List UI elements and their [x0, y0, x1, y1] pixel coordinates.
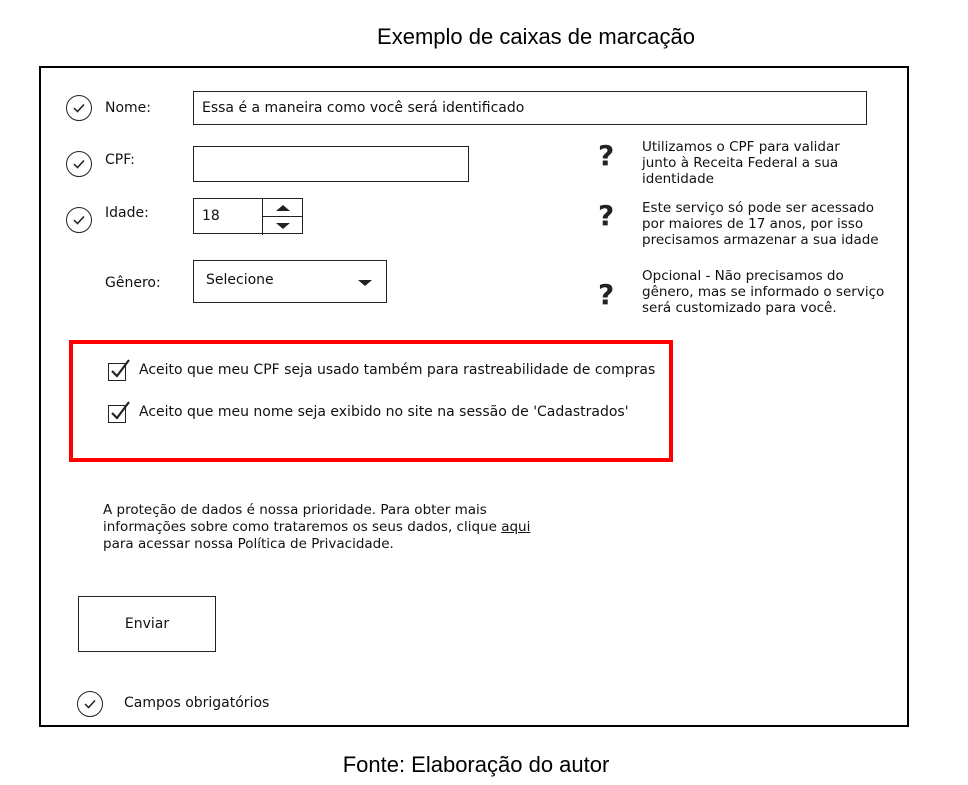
genero-selected: Selecione	[206, 272, 274, 288]
checkbox-label-cpf: Aceito que meu CPF seja usado também para rastreabilidade de compras	[139, 362, 656, 378]
checkbox-label-nome: Aceito que meu nome seja exibido no site na sessão de 'Cadastrados'	[139, 404, 629, 420]
form-frame	[39, 66, 909, 727]
cpf-input[interactable]	[193, 146, 469, 182]
arrow-up-icon	[276, 205, 290, 211]
idade-label: Idade:	[105, 205, 149, 221]
genero-select[interactable]	[193, 260, 387, 303]
genero-label: Gênero:	[105, 275, 161, 291]
nome-input[interactable]	[193, 91, 867, 125]
checkbox-nome-exibido[interactable]	[108, 405, 126, 423]
privacy-notice	[103, 502, 563, 553]
question-mark-icon[interactable]: ?	[598, 139, 615, 172]
checkmark-icon	[108, 357, 132, 381]
idade-help-text: Este serviço só pode ser acessado por maiores de 17 anos, por isso precisamos armazenar a sua idade	[642, 200, 879, 248]
required-check-icon	[66, 151, 92, 177]
arrow-down-icon	[276, 223, 290, 229]
required-check-icon	[77, 691, 103, 717]
nome-label: Nome:	[105, 100, 152, 116]
nome-placeholder: Essa é a maneira como você será identificado	[202, 100, 525, 116]
highlight-box	[69, 340, 673, 462]
privacy-link[interactable]: aqui	[501, 519, 531, 535]
checkmark-icon	[108, 399, 132, 423]
stepper-up-button[interactable]	[263, 199, 302, 216]
question-mark-icon[interactable]: ?	[598, 278, 615, 311]
figure-caption-bottom: Fonte: Elaboração do autor	[342, 752, 610, 777]
cpf-label: CPF:	[105, 152, 135, 168]
genero-help-text: Opcional - Não precisamos do gênero, mas se informado o serviço será customizado para você.	[642, 268, 885, 316]
required-check-icon	[66, 95, 92, 121]
figure-caption-top: Exemplo de caixas de marcação	[377, 24, 695, 49]
privacy-text-after: para acessar nossa Política de Privacidade.	[103, 536, 394, 552]
checkbox-cpf-rastreabilidade[interactable]	[108, 363, 126, 381]
chevron-down-icon	[358, 280, 372, 286]
idade-value: 18	[202, 208, 220, 224]
privacy-text-before: A proteção de dados é nossa prioridade. Para obter mais informações sobre como trataremos os seus dados, clique	[103, 502, 502, 535]
submit-button[interactable]: Enviar	[78, 596, 216, 652]
stepper-controls	[262, 199, 302, 235]
idade-stepper[interactable]	[193, 198, 303, 234]
required-check-icon	[66, 207, 92, 233]
cpf-help-text: Utilizamos o CPF para validar junto à Receita Federal a sua identidade	[642, 139, 840, 187]
required-legend-label: Campos obrigatórios	[124, 695, 270, 711]
stepper-down-button[interactable]	[263, 216, 302, 234]
question-mark-icon[interactable]: ?	[598, 199, 615, 232]
